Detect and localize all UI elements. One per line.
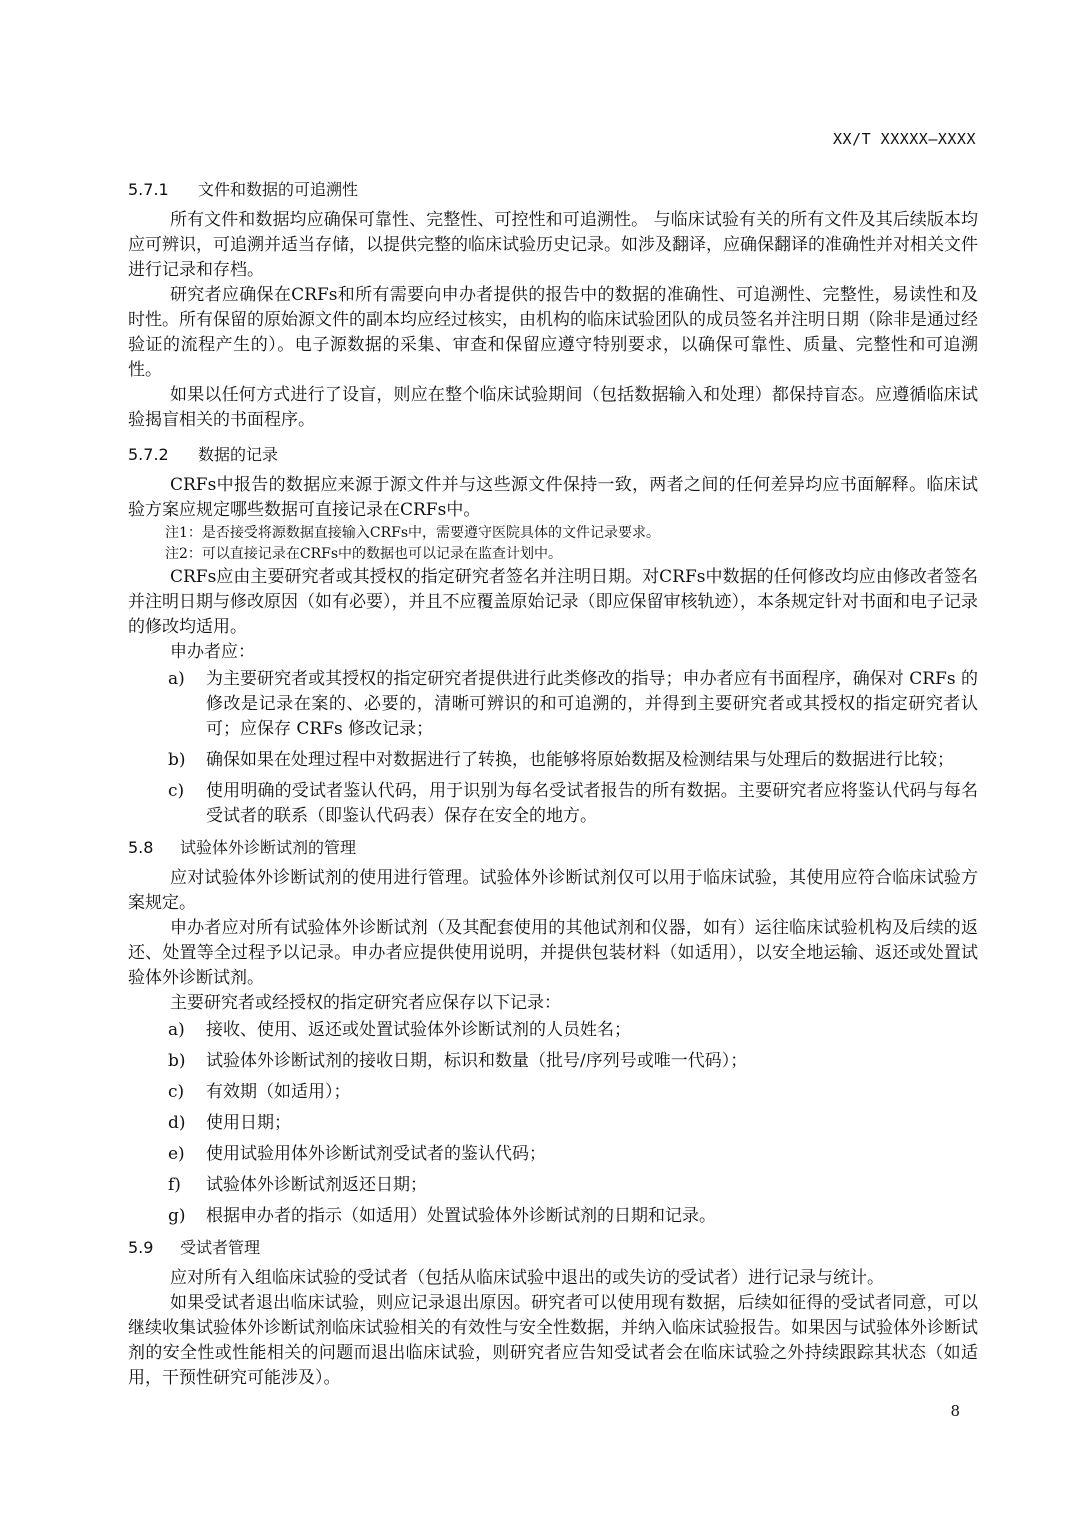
paragraph: 研究者应确保在CRFs和所有需要向申办者提供的报告中的数据的准确性、可追溯性、完整性，易读性和及时性。所有保留的原始源文件的副本均应经过核实，由机构的临床试验团队的成员签名并注明日期（除非是通过经验证的流程产生的）。电子源数据的采集、审查和保留应遵守特别要求，以确保可靠性、质量、完整性和可追溯性。 bbox=[128, 285, 978, 380]
records-list bbox=[128, 1018, 978, 1229]
section-title: 数据的记录 bbox=[198, 445, 279, 464]
list-marker: c) bbox=[168, 781, 185, 801]
list-item-text: 试验体外诊断试剂返还日期； bbox=[206, 1175, 427, 1195]
list-item-text: 有效期（如适用）； bbox=[206, 1082, 351, 1102]
note: 注2：可以直接记录在CRFs中的数据也可以记录在监查计划中。 bbox=[165, 546, 563, 562]
section-number: 5.7.2 bbox=[128, 445, 169, 464]
section-title: 文件和数据的可追溯性 bbox=[198, 180, 359, 199]
list-item-text: 使用明确的受试者鉴认代码，用于识别为每名受试者报告的所有数据。主要研究者应将鉴认代码与每名受试者的联系（即鉴认代码表）保存在安全的地方。 bbox=[206, 781, 978, 826]
document-body bbox=[128, 174, 978, 1391]
list-item bbox=[128, 779, 978, 829]
section-title: 受试者管理 bbox=[180, 1238, 261, 1257]
section-5-7-1-heading bbox=[128, 177, 978, 202]
list-marker: f) bbox=[168, 1175, 181, 1195]
paragraph: CRFs应由主要研究者或其授权的指定研究者签名并注明日期。对CRFs中数据的任何修改均应由修改者签名并注明日期与修改原因（如有必要），并且不应覆盖原始记录（即应保留审核轨迹），本条规定针对书面和电子记录的修改均适用。 bbox=[128, 567, 978, 637]
list-marker: b) bbox=[168, 1051, 186, 1071]
list-marker: c) bbox=[168, 1082, 185, 1102]
note: 注1：是否接受将源数据直接输入CRFs中，需要遵守医院具体的文件记录要求。 bbox=[165, 525, 661, 541]
section-5-8-heading bbox=[128, 835, 978, 860]
paragraph: 申办者应对所有试验体外诊断试剂（及其配套使用的其他试剂和仪器，如有）运往临床试验机构及后续的返还、处置等全过程予以记录。申办者应提供使用说明，并提供包装材料（如适用），以安全地运输、返还或处置试验体外诊断试剂。 bbox=[128, 918, 978, 988]
list-item-text: 为主要研究者或其授权的指定研究者提供进行此类修改的指导；申办者应有书面程序，确保对 CRFs 的修改是记录在案的、必要的，清晰可辨识的和可追溯的，并得到主要研究者或其授权的指定研究者认可；应保存 CRFs 修改记录； bbox=[206, 669, 978, 739]
section-title: 试验体外诊断试剂的管理 bbox=[180, 838, 357, 857]
list-item bbox=[128, 748, 978, 773]
list-item bbox=[128, 1111, 978, 1136]
list-item bbox=[128, 1018, 978, 1043]
paragraph: 所有文件和数据均应确保可靠性、完整性、可控性和可追溯性。 与临床试验有关的所有文件及其后续版本均应可辨识，可追溯并适当存储，以提供完整的临床试验历史记录。如涉及翻译，应确保翻译的准确性并对相关文件进行记录和存档。 bbox=[128, 210, 978, 280]
section-number: 5.7.1 bbox=[128, 180, 169, 199]
list-item bbox=[128, 1204, 978, 1229]
list-item-text: 使用试验用体外诊断试剂受试者的鉴认代码； bbox=[206, 1144, 546, 1164]
section-number: 5.8 bbox=[128, 838, 154, 857]
list-item bbox=[128, 667, 978, 742]
section-5-7-2-heading bbox=[128, 442, 978, 467]
page-number: 8 bbox=[950, 1402, 960, 1420]
paragraph: 应对所有入组临床试验的受试者（包括从临床试验中退出的或失访的受试者）进行记录与统计。 bbox=[170, 1268, 884, 1288]
list-item bbox=[128, 1173, 978, 1198]
list-item-text: 根据申办者的指示（如适用）处置试验体外诊断试剂的日期和记录。 bbox=[206, 1206, 716, 1226]
list-item-text: 接收、使用、返还或处置试验体外诊断试剂的人员姓名； bbox=[206, 1020, 631, 1040]
list-item-text: 使用日期； bbox=[206, 1113, 291, 1133]
list-item bbox=[128, 1080, 978, 1105]
list-marker: d) bbox=[168, 1113, 186, 1133]
list-marker: g) bbox=[168, 1206, 186, 1226]
list-marker: b) bbox=[168, 750, 186, 770]
paragraph: 如果受试者退出临床试验，则应记录退出原因。研究者可以使用现有数据，后续如征得的受试者同意，可以继续收集试验体外诊断试剂临床试验相关的有效性与安全性数据，并纳入临床试验报告。如果因与试验体外诊断试剂的安全性或性能相关的问题而退出临床试验，则研究者应告知受试者会在临床试验之外持续跟踪其状态（如适用，干预性研究可能涉及）。 bbox=[128, 1293, 978, 1388]
list-marker: a) bbox=[168, 1020, 185, 1040]
list-item bbox=[128, 1142, 978, 1167]
paragraph: 主要研究者或经授权的指定研究者应保存以下记录： bbox=[170, 993, 561, 1013]
paragraph: 申办者应： bbox=[170, 642, 255, 662]
paragraph: 应对试验体外诊断试剂的使用进行管理。试验体外诊断试剂仅可以用于临床试验，其使用应符合临床试验方案规定。 bbox=[128, 868, 978, 913]
sponsor-obligations-list bbox=[128, 667, 978, 829]
section-5-9-heading bbox=[128, 1235, 978, 1260]
list-item bbox=[128, 1049, 978, 1074]
list-marker: a) bbox=[168, 669, 185, 689]
paragraph: CRFs中报告的数据应来源于源文件并与这些源文件保持一致，两者之间的任何差异均应书面解释。临床试验方案应规定哪些数据可直接记录在CRFs中。 bbox=[128, 475, 978, 520]
list-marker: e) bbox=[168, 1144, 185, 1164]
list-item-text: 确保如果在处理过程中对数据进行了转换，也能够将原始数据及检测结果与处理后的数据进行比较； bbox=[206, 750, 954, 770]
document-code: XX/T XXXXX—XXXX bbox=[833, 130, 976, 148]
list-item-text: 试验体外诊断试剂的接收日期，标识和数量（批号/序列号或唯一代码）； bbox=[206, 1051, 748, 1071]
paragraph: 如果以任何方式进行了设盲，则应在整个临床试验期间（包括数据输入和处理）都保持盲态。应遵循临床试验揭盲相关的书面程序。 bbox=[128, 385, 978, 430]
section-number: 5.9 bbox=[128, 1238, 154, 1257]
